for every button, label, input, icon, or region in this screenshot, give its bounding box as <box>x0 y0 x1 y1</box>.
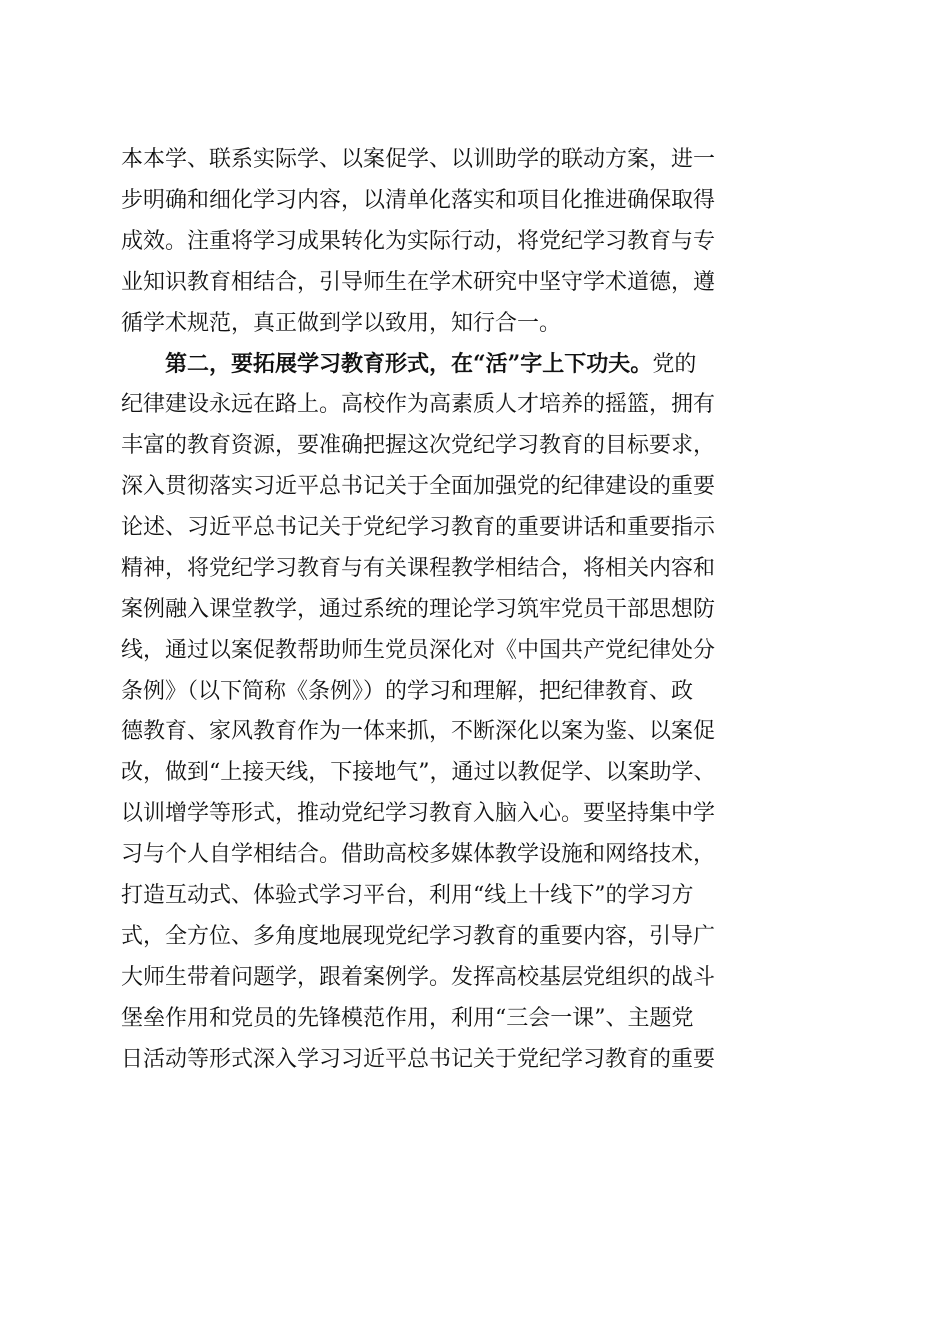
body-text <box>121 140 831 1080</box>
section-heading: 第二，要拓展学习教育形式，在“活”字上下功夫。 <box>165 351 653 378</box>
paragraph-line: 以训增学等形式，推动党纪学习教育入脑入心。要坚持集中学 <box>121 801 716 827</box>
paragraph-line: 步明确和细化学习内容，以清单化落实和项目化推进确保取得 <box>121 187 716 213</box>
paragraph-line: 循学术规范，真正做到学以致用，知行合一。 <box>121 310 562 336</box>
paragraph-line: 打造互动式、体验式学习平台，利用“线上十线下”的学习方 <box>121 883 694 909</box>
paragraph-line: 改，做到“上接天线，下接地气”，通过以教促学、以案助学、 <box>121 760 716 786</box>
paragraph-line: 案例融入课堂教学，通过系统的理论学习筑牢党员干部思想防 <box>121 596 716 622</box>
paragraph-line: 精神，将党纪学习教育与有关课程教学相结合，将相关内容和 <box>121 555 716 581</box>
paragraph-line: 本本学、联系实际学、以案促学、以训助学的联动方案，进一 <box>121 147 716 172</box>
paragraph-line: 深入贯彻落实习近平总书记关于全面加强党的纪律建设的重要 <box>121 474 716 500</box>
paragraph-line: 大师生带着问题学，跟着案例学。发挥高校基层党组织的战斗 <box>121 964 716 990</box>
paragraph-line: 纪律建设永远在路上。高校作为高素质人才培养的摇篮，拥有 <box>121 392 716 418</box>
paragraph-first-line <box>121 344 831 385</box>
paragraph-line: 业知识教育相结合，引导师生在学术研究中坚守学术道德，遵 <box>121 269 716 295</box>
paragraph-line: 条例》（以下简称《条例》）的学习和理解，把纪律教育、政 <box>121 678 694 704</box>
paragraph-line: 丰富的教育资源，要准确把握这次党纪学习教育的目标要求， <box>121 433 716 459</box>
paragraph-line: 论述、习近平总书记关于党纪学习教育的重要讲话和重要指示 <box>121 515 716 541</box>
paragraph-1 <box>121 140 831 344</box>
paragraph-line: 线，通过以案促教帮助师生党员深化对《中国共产党纪律处分 <box>121 637 716 663</box>
paragraph-line: 习与个人自学相结合。借助高校多媒体教学设施和网络技术， <box>121 842 716 868</box>
paragraph-line: 堡垒作用和党员的先锋模范作用，利用“三会一课”、主题党 <box>121 1005 694 1031</box>
paragraph-line: 日活动等形式深入学习习近平总书记关于党纪学习教育的重要 <box>121 1046 716 1072</box>
paragraph-line: 成效。注重将学习成果转化为实际行动，将党纪学习教育与专 <box>121 228 716 254</box>
first-line-rest: 党的 <box>652 352 697 378</box>
paragraph-line: 德教育、家风教育作为一体来抓，不断深化以案为鉴、以案促 <box>121 719 716 745</box>
paragraph-2 <box>121 344 831 1080</box>
paragraph-line: 式，全方位、多角度地展现党纪学习教育的重要内容，引导广 <box>121 923 716 949</box>
